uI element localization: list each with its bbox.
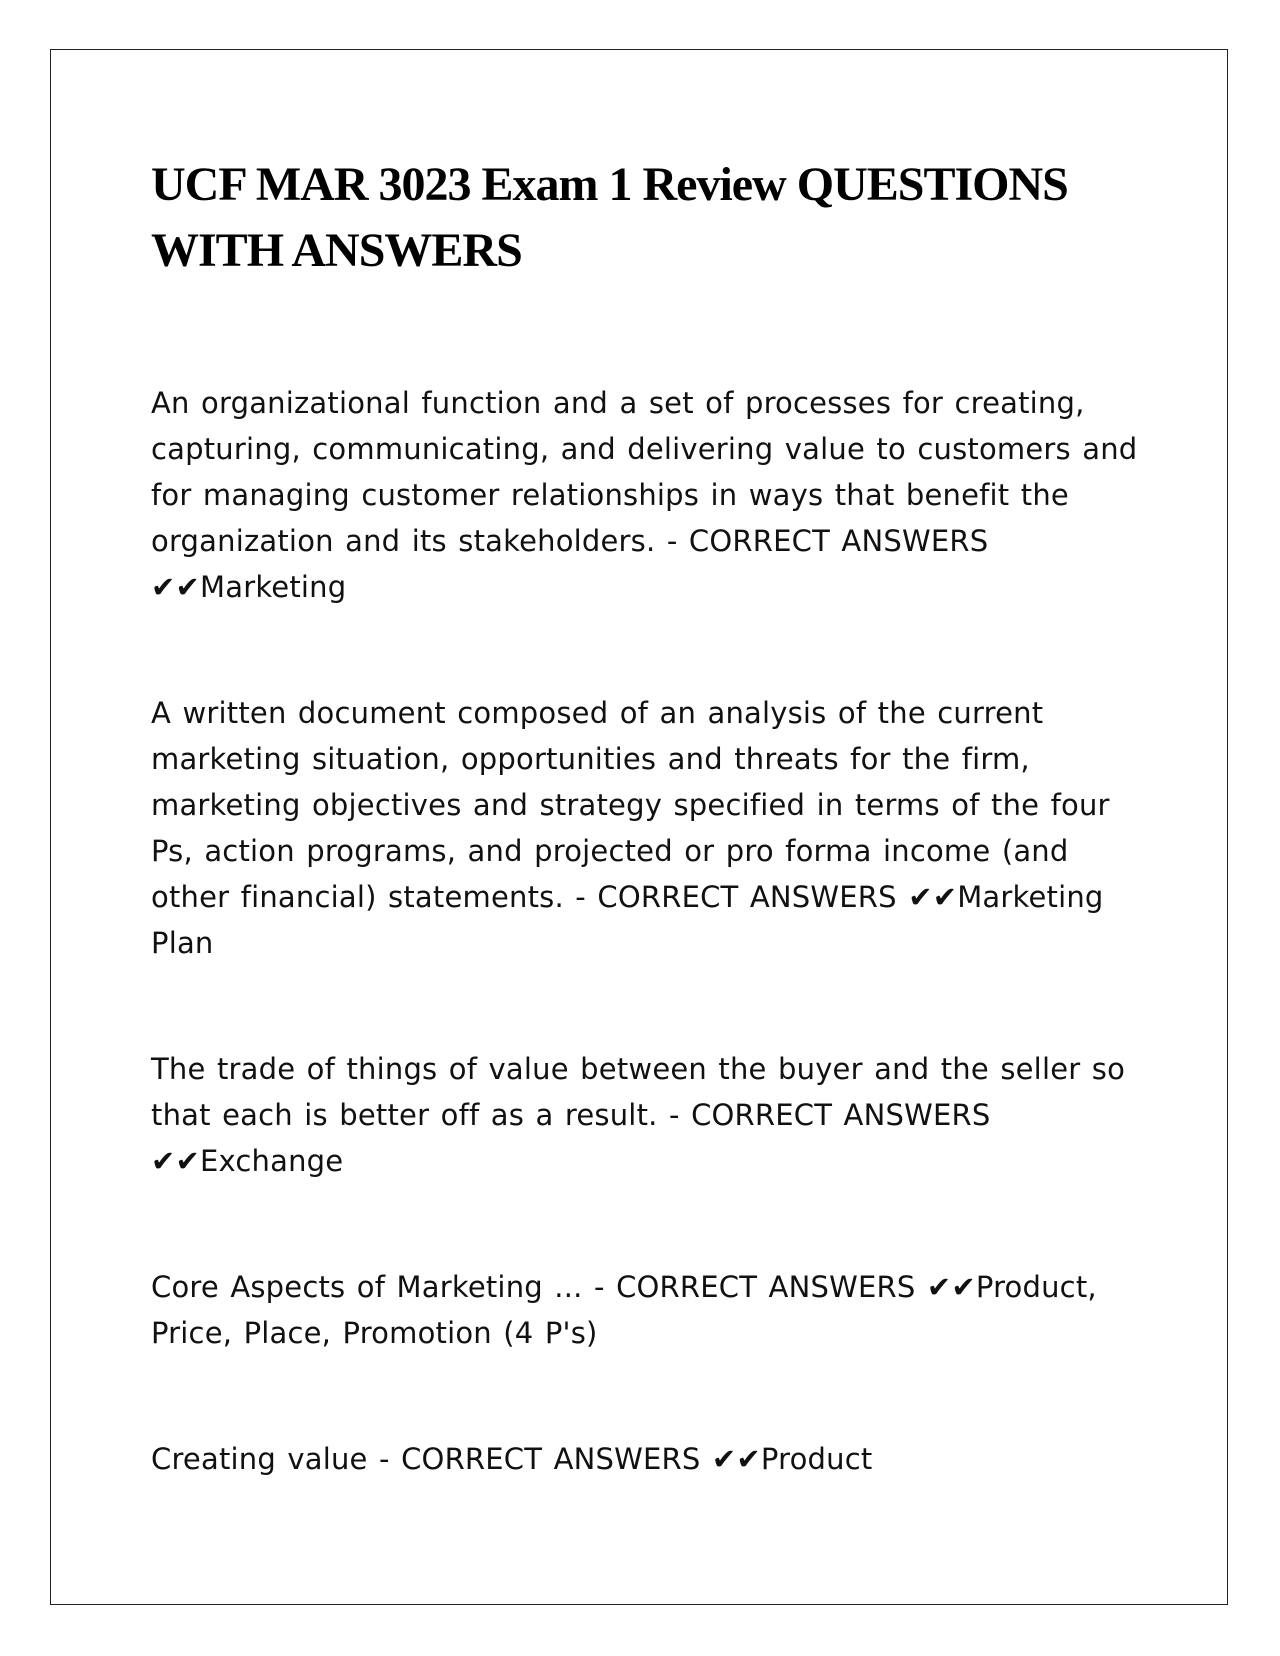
separator: - bbox=[563, 880, 598, 914]
separator: - bbox=[655, 524, 689, 558]
question-text: A written document composed of an analysis of the current marketing situation, opportunities and threats for the firm, marketing objectives and strategy specified in terms of the four Ps, action programs, and projected or pro forma income (and other financial) statements. bbox=[151, 696, 1110, 914]
answer-marker: CORRECT ANSWERS bbox=[401, 1442, 701, 1476]
answer-text: Product, Price, Place, Promotion (4 P's) bbox=[151, 1270, 1097, 1350]
qa-item bbox=[151, 1436, 1141, 1482]
qa-item bbox=[151, 380, 1141, 610]
answer-marker: CORRECT ANSWERS bbox=[616, 1270, 916, 1304]
answer-text: Product bbox=[760, 1442, 873, 1476]
document-title: UCF MAR 3023 Exam 1 Review QUESTIONS WITH ANSWERS bbox=[151, 158, 1068, 277]
answer-text: Exchange bbox=[200, 1144, 344, 1178]
question-text: Core Aspects of Marketing ... bbox=[151, 1270, 583, 1304]
double-check-icon: ✔✔ bbox=[151, 1144, 200, 1178]
double-check-icon: ✔✔ bbox=[151, 570, 200, 604]
separator: - bbox=[582, 1270, 617, 1304]
double-check-icon: ✔✔ bbox=[711, 1442, 761, 1476]
separator: - bbox=[367, 1442, 402, 1476]
answer-marker: CORRECT ANSWERS bbox=[691, 1098, 991, 1132]
double-check-icon: ✔✔ bbox=[908, 880, 958, 914]
qa-item bbox=[151, 1264, 1141, 1356]
answer-text: Marketing Plan bbox=[151, 880, 1104, 960]
qa-item bbox=[151, 690, 1141, 966]
qa-list bbox=[151, 380, 1141, 1562]
double-check-icon: ✔✔ bbox=[926, 1270, 976, 1304]
question-text: An organizational function and a set of processes for creating, capturing, communicating, and delivering value to customers and for managing customer relationships in ways that benefit the organization and its stakeholders. bbox=[151, 386, 1138, 558]
question-text: Creating value bbox=[151, 1442, 368, 1476]
qa-item bbox=[151, 1046, 1141, 1184]
separator: - bbox=[657, 1098, 692, 1132]
question-text: The trade of things of value between the buyer and the seller so that each is better off as a result. bbox=[151, 1052, 1126, 1132]
answer-marker: CORRECT ANSWERS bbox=[688, 524, 989, 558]
answer-text: Marketing bbox=[200, 570, 347, 604]
answer-marker: CORRECT ANSWERS bbox=[597, 880, 897, 914]
